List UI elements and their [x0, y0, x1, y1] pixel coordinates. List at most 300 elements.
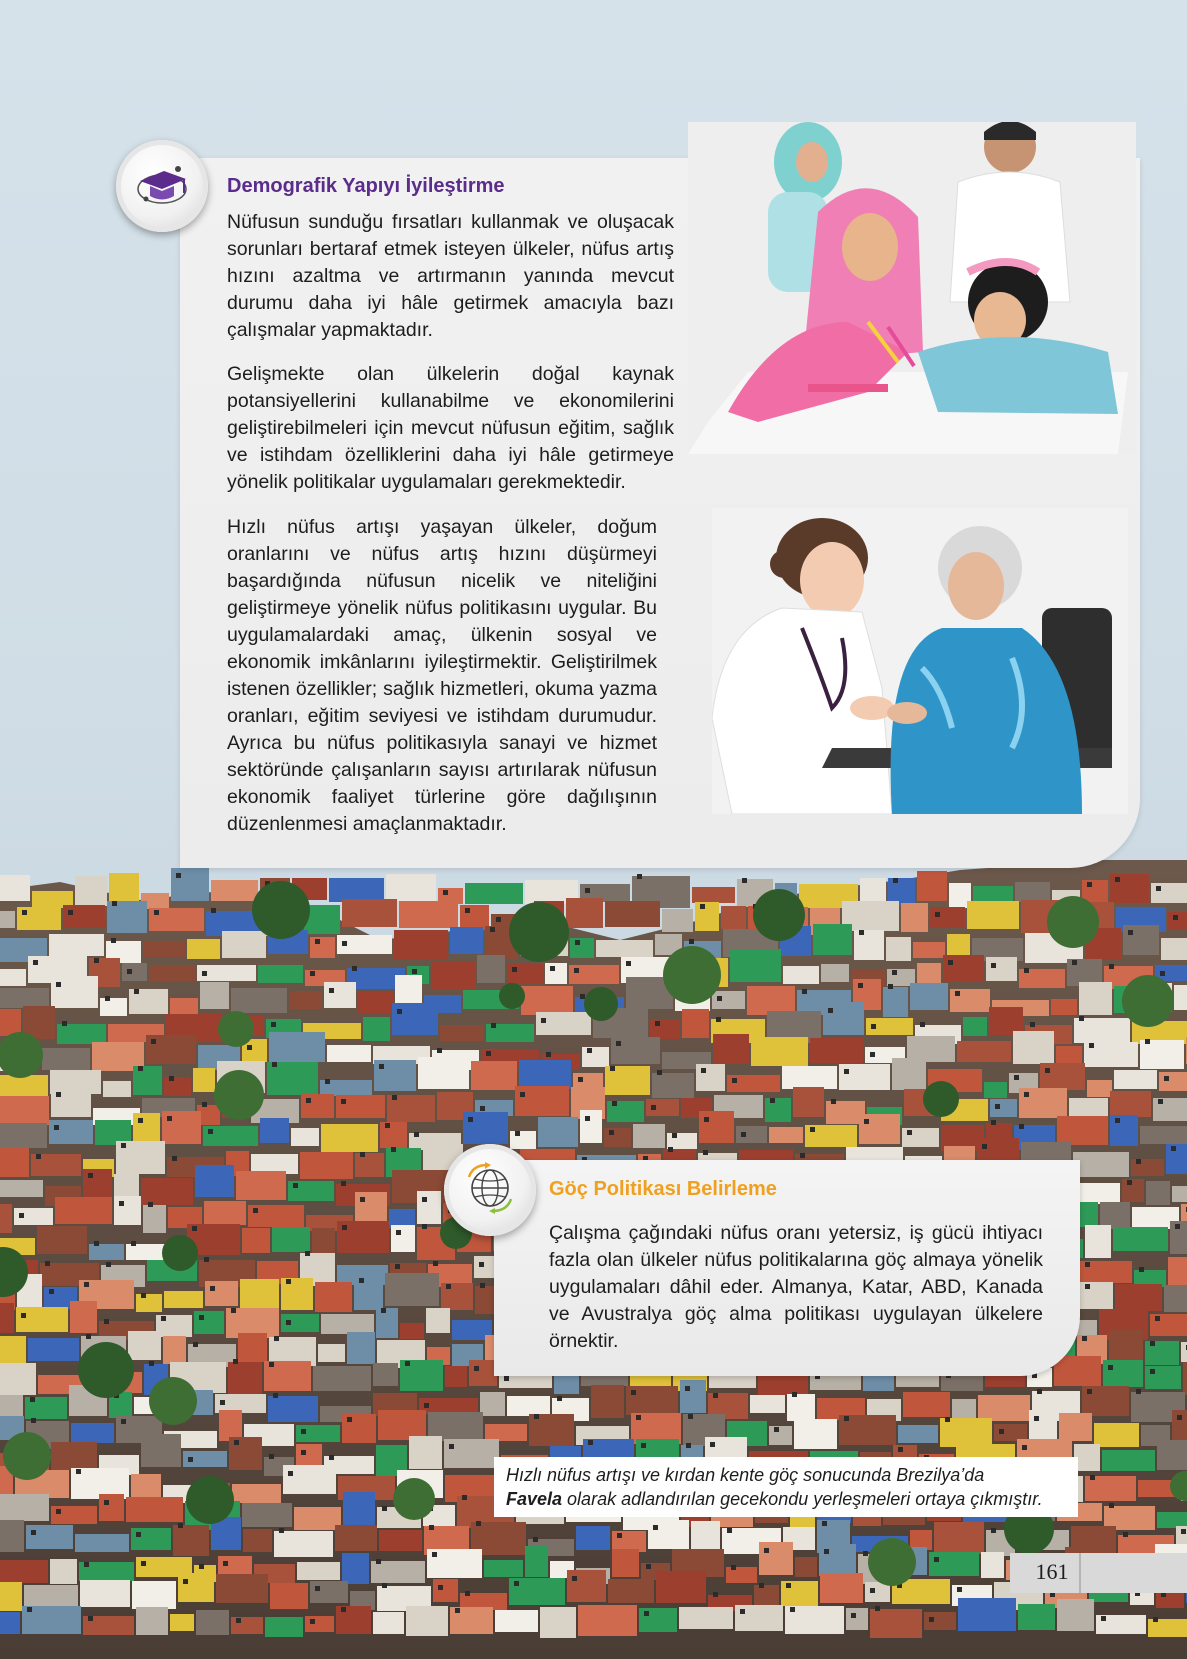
window-shape [578, 1077, 583, 1082]
window-shape [1145, 1039, 1150, 1044]
window-shape [192, 1226, 197, 1231]
window-shape [716, 1017, 721, 1022]
house-shape [433, 1579, 458, 1602]
window-shape [863, 1551, 868, 1556]
house-shape [582, 1047, 609, 1067]
house-shape [342, 1553, 369, 1584]
window-shape [1087, 882, 1092, 887]
house-shape [510, 1131, 536, 1149]
house-shape [471, 1061, 517, 1090]
window-shape [636, 1415, 641, 1420]
window-shape [424, 1403, 429, 1408]
house-shape [596, 940, 653, 957]
house-shape [16, 1307, 68, 1332]
window-shape [920, 1022, 925, 1027]
house-shape [131, 1474, 161, 1499]
window-shape [119, 1201, 124, 1206]
window-shape [468, 1117, 473, 1122]
window-shape [30, 1397, 35, 1402]
window-shape [655, 1021, 660, 1026]
window-shape [1082, 1336, 1087, 1341]
window-shape [1177, 1415, 1182, 1420]
house-shape [315, 1282, 352, 1312]
tree-shape [923, 1081, 959, 1117]
window-shape [220, 1400, 225, 1405]
window-shape [433, 1261, 438, 1266]
tree-shape [252, 881, 310, 939]
window-shape [422, 1224, 427, 1229]
window-shape [651, 1105, 656, 1110]
window-shape [1115, 877, 1120, 882]
window-shape [19, 1213, 24, 1218]
window-shape [136, 1532, 141, 1537]
window-shape [1150, 1341, 1155, 1346]
window-shape [121, 1143, 126, 1148]
house-shape [1159, 1072, 1187, 1091]
house-shape [385, 1273, 439, 1306]
house-shape [1146, 1181, 1170, 1205]
house-shape [943, 955, 984, 982]
window-shape [1087, 1389, 1092, 1394]
house-shape [126, 1497, 183, 1522]
section-title: Demografik Yapıyı İyileştirme [227, 175, 505, 197]
house-shape [839, 1064, 890, 1090]
window-shape [405, 1361, 410, 1366]
house-shape [989, 1007, 1023, 1035]
window-shape [534, 1414, 539, 1419]
window-shape [479, 1262, 484, 1267]
house-shape [963, 1017, 987, 1036]
window-shape [898, 1447, 903, 1452]
house-shape [394, 930, 448, 959]
house-shape [355, 1192, 387, 1225]
window-shape [247, 1045, 252, 1050]
window-shape [1109, 1503, 1114, 1508]
window-shape [641, 1443, 646, 1448]
house-shape [310, 1581, 348, 1603]
window-shape [741, 1132, 746, 1137]
house-shape [940, 1418, 992, 1447]
house-shape [0, 875, 30, 901]
window-shape [45, 1261, 50, 1266]
house-shape [355, 1153, 384, 1177]
window-shape [740, 1609, 745, 1614]
house-shape [819, 1544, 856, 1576]
house-shape [270, 1583, 308, 1609]
window-shape [385, 1123, 390, 1128]
house-shape [204, 1201, 246, 1225]
window-shape [286, 1320, 291, 1325]
window-shape [774, 1427, 779, 1432]
window-shape [141, 1561, 146, 1566]
house-shape [83, 1169, 112, 1199]
paragraph: Hızlı nüfus artışı yaşayan ülkeler, doğum oranlarını ve nüfus artış hızını düşürmeyi başardığında nüfusun nicelik ve niteliğini geliştirmeye yönelik nüfus politikasını uygular. Bu uygulamalardaki amaç, ülkenin sosyal ve ekonomik imkânlarını iyileştirmektir. Geliştirilmek istenen özellikler; sağlık hizmetleri, okuma yazma oranları, eğitim seviyesi ve istihdam durumudur. Ayrıca bu nüfus politikasıyla sanayi ve hizmet sektöründe çalışanların sayısı artırılarak nüfusun ekonomik faaliyet türlerine göre dağılışının düzenlenmesi amaçlanmaktadır. [227, 516, 657, 835]
house-shape [417, 1191, 441, 1224]
window-shape [188, 1457, 193, 1462]
house-shape [136, 1294, 162, 1312]
tree-shape [218, 1011, 254, 1047]
window-shape [713, 1592, 718, 1597]
window-shape [269, 1362, 274, 1367]
house-shape [794, 1419, 837, 1449]
window-shape [210, 1286, 215, 1291]
house-shape [440, 1025, 484, 1041]
photo-caption [494, 1457, 1078, 1517]
window-shape [202, 1102, 207, 1107]
house-shape [1122, 1179, 1144, 1202]
house-shape [973, 886, 1013, 902]
house-shape [0, 911, 15, 928]
section-badge [444, 1144, 536, 1236]
window-shape [786, 1583, 791, 1588]
house-shape [1080, 1282, 1113, 1309]
window-shape [167, 1116, 172, 1121]
house-shape [612, 1549, 639, 1577]
tree-shape [214, 1070, 264, 1120]
house-shape [1110, 1091, 1151, 1117]
house-shape [463, 1112, 508, 1144]
house-shape [327, 1045, 371, 1062]
window-shape [859, 930, 864, 935]
window-shape [612, 1101, 617, 1106]
window-shape [76, 1469, 81, 1474]
window-shape [474, 1366, 479, 1371]
window-shape [514, 1581, 519, 1586]
window-shape [1136, 1159, 1141, 1164]
window-shape [62, 1021, 67, 1026]
house-shape [605, 901, 660, 927]
window-shape [626, 961, 631, 966]
tree-shape [1047, 896, 1099, 948]
house-shape [480, 1392, 505, 1416]
house-shape [538, 1117, 578, 1147]
house-shape [300, 1152, 353, 1179]
window-shape [828, 1008, 833, 1013]
house-shape [229, 1437, 262, 1470]
window-shape [56, 1092, 61, 1097]
window-shape [342, 1225, 347, 1230]
house-shape [735, 1605, 783, 1631]
house-shape [143, 942, 185, 958]
house-shape [297, 1562, 340, 1580]
house-shape [399, 901, 458, 928]
house-shape [0, 1560, 48, 1583]
house-shape [633, 1124, 665, 1148]
house-shape [265, 1617, 303, 1637]
caption-term: Favela [506, 1489, 563, 1509]
window-shape [1024, 1092, 1029, 1097]
house-shape [570, 938, 594, 958]
house-shape [751, 1037, 808, 1066]
window-shape [27, 1607, 32, 1612]
house-shape [109, 873, 139, 901]
house-shape [289, 991, 322, 1009]
house-shape [981, 1552, 1004, 1578]
house-shape [205, 1281, 238, 1306]
house-shape [958, 1598, 1016, 1631]
window-shape [727, 1528, 732, 1533]
window-shape [121, 1419, 126, 1424]
tree-shape [753, 889, 805, 941]
window-shape [465, 1591, 470, 1596]
house-shape [0, 1612, 20, 1634]
window-shape [588, 1440, 593, 1445]
house-shape [883, 987, 908, 1017]
house-shape [929, 1552, 979, 1576]
house-shape [363, 1017, 390, 1041]
house-shape [1056, 1046, 1082, 1065]
window-shape [1128, 930, 1133, 935]
window-shape [204, 1257, 209, 1262]
house-shape [682, 1009, 709, 1038]
house-shape [164, 1291, 203, 1308]
window-shape [272, 1062, 277, 1067]
window-shape [991, 1528, 996, 1533]
window-shape [704, 1117, 709, 1122]
window-shape [657, 1070, 662, 1075]
window-shape [802, 989, 807, 994]
house-shape [321, 1314, 374, 1334]
window-shape [360, 1197, 365, 1202]
window-shape [585, 1116, 590, 1121]
house-shape [114, 1174, 139, 1198]
window-shape [999, 1429, 1004, 1434]
window-shape [948, 960, 953, 965]
house-shape [318, 1344, 345, 1362]
house-shape [604, 1128, 631, 1147]
house-shape [750, 1395, 785, 1413]
house-shape [859, 1114, 900, 1144]
window-shape [713, 1393, 718, 1398]
house-shape [281, 1278, 313, 1310]
house-shape [392, 1003, 438, 1035]
house-shape [769, 1426, 792, 1445]
house-shape [373, 1612, 404, 1634]
window-shape [1079, 1016, 1084, 1021]
house-shape [930, 907, 965, 928]
section-title: Göç Politikası Belirleme [549, 1178, 777, 1200]
house-shape [917, 871, 947, 901]
window-shape [104, 1500, 109, 1505]
window-shape [496, 917, 501, 922]
house-shape [759, 1542, 793, 1575]
house-shape [178, 1573, 214, 1602]
house-shape [426, 1308, 450, 1333]
page-number: 161 [1035, 1559, 1069, 1584]
window-shape [557, 1396, 562, 1401]
window-shape [112, 901, 117, 906]
window-shape [301, 1450, 306, 1455]
window-shape [329, 1455, 334, 1460]
house-shape [903, 1392, 950, 1417]
house-shape [569, 965, 619, 984]
window-shape [550, 966, 555, 971]
window-shape [183, 1579, 188, 1584]
house-shape [696, 1064, 725, 1091]
window-shape [134, 989, 139, 994]
house-shape [990, 1099, 1017, 1117]
window-shape [831, 1099, 836, 1104]
house-shape [1157, 1512, 1187, 1528]
house-shape [727, 1075, 780, 1092]
house-shape [1085, 1225, 1111, 1258]
window-shape [731, 1565, 736, 1570]
window-shape [379, 1064, 384, 1069]
window-shape [446, 1284, 451, 1289]
house-shape [371, 1561, 425, 1583]
window-shape [1085, 1284, 1090, 1289]
house-shape [200, 982, 229, 1009]
window-shape [701, 1068, 706, 1073]
window-shape [84, 1282, 89, 1287]
window-shape [490, 927, 495, 932]
window-shape [465, 908, 470, 913]
house-shape [758, 1374, 808, 1395]
house-shape [1113, 1227, 1168, 1251]
window-shape [414, 1132, 419, 1137]
house-shape [141, 1434, 181, 1467]
house-shape [0, 1582, 22, 1611]
house-shape [545, 963, 567, 984]
house-shape [136, 1607, 168, 1635]
house-shape [823, 1002, 864, 1035]
window-shape [31, 1418, 36, 1423]
house-shape [49, 934, 104, 956]
house-shape [164, 1077, 191, 1096]
house-shape [1157, 1440, 1187, 1470]
house-shape [75, 1534, 129, 1552]
house-shape [1156, 1592, 1184, 1608]
window-shape [49, 1289, 54, 1294]
family-photo [688, 122, 1136, 454]
house-shape [986, 957, 1017, 981]
house-shape [216, 1574, 268, 1603]
house-shape [913, 942, 945, 958]
window-shape [732, 1078, 737, 1083]
house-shape [495, 1610, 538, 1632]
window-shape [310, 971, 315, 976]
window-shape [533, 1537, 538, 1542]
window-shape [437, 1048, 442, 1053]
window-shape [995, 1104, 1000, 1109]
window-shape [382, 1506, 387, 1511]
window-shape [381, 1308, 386, 1313]
house-shape [0, 1096, 49, 1125]
house-shape [1073, 1152, 1129, 1177]
house-shape [63, 905, 105, 928]
house-shape [747, 986, 795, 1015]
window-shape [759, 1583, 764, 1588]
house-shape [769, 1127, 803, 1143]
house-shape [236, 1171, 286, 1200]
window-shape [301, 1429, 306, 1434]
house-shape [1114, 1070, 1157, 1089]
window-shape [631, 1390, 636, 1395]
window-shape [391, 1147, 396, 1152]
house-shape [0, 969, 26, 986]
window-shape [858, 983, 863, 988]
house-shape [441, 1283, 473, 1310]
window-shape [1123, 1532, 1128, 1537]
house-shape [1059, 1413, 1092, 1441]
window-shape [617, 1533, 622, 1538]
window-shape [341, 1181, 346, 1186]
window-shape [151, 1039, 156, 1044]
window-shape [871, 1024, 876, 1029]
window-shape [33, 960, 38, 965]
house-shape [813, 924, 852, 955]
window-shape [422, 1197, 427, 1202]
house-shape [898, 1425, 938, 1443]
nurse-photo [712, 508, 1128, 814]
window-shape [236, 1618, 241, 1623]
house-shape [854, 930, 884, 960]
house-shape [232, 1484, 281, 1503]
house-shape [193, 1068, 215, 1092]
house-shape [656, 1571, 706, 1603]
tree-shape [3, 1432, 51, 1480]
house-shape [70, 1301, 97, 1333]
window-shape [1173, 915, 1178, 920]
house-shape [163, 1336, 186, 1364]
house-shape [376, 1308, 398, 1338]
window-shape [1156, 886, 1161, 891]
window-shape [1150, 1369, 1155, 1374]
house-shape [566, 898, 603, 928]
house-shape [194, 1311, 224, 1334]
window-shape [1109, 964, 1114, 969]
window-shape [810, 1127, 815, 1132]
house-shape [42, 1048, 90, 1070]
house-shape [260, 1118, 289, 1143]
house-shape [57, 1024, 106, 1044]
window-shape [396, 1230, 401, 1235]
window-shape [94, 1241, 99, 1246]
house-shape [100, 998, 127, 1016]
house-shape [103, 1081, 131, 1097]
house-shape [820, 1573, 863, 1603]
window-shape [36, 1154, 41, 1159]
house-shape [730, 949, 781, 982]
house-shape [0, 1303, 14, 1333]
window-shape [68, 910, 73, 915]
house-shape [228, 1362, 262, 1395]
house-shape [1140, 1126, 1187, 1144]
window-shape [1160, 971, 1165, 976]
house-shape [901, 903, 928, 932]
caption-text: Hızlı nüfus artışı ve kırdan kente göç sonucunda Brezilya’da [506, 1465, 985, 1485]
window-shape [1136, 1389, 1141, 1394]
window-shape [141, 1293, 146, 1298]
window-shape [56, 982, 61, 987]
house-shape [1161, 938, 1187, 960]
window-shape [982, 1144, 987, 1149]
house-shape [380, 1122, 407, 1148]
house-shape [243, 1529, 272, 1552]
window-shape [688, 1414, 693, 1419]
house-shape [846, 1608, 868, 1630]
window-shape [111, 938, 116, 943]
house-shape [1029, 1410, 1057, 1440]
window-shape [104, 1319, 109, 1324]
window-shape [310, 1619, 315, 1624]
house-shape [646, 1099, 679, 1116]
house-shape [268, 1396, 318, 1422]
house-shape [219, 1410, 242, 1441]
house-shape [1057, 1116, 1108, 1145]
window-shape [580, 994, 585, 999]
paragraph: Çalışma çağındaki nüfus oranı yetersiz, iş gücü ihtiyacı fazla olan ülkeler nüfus politikalarına göç almaya yönelik uygulamaları dâhil eder. Almanya, Katar, ABD, Kanada ve Avustralya göç alma politikası uygulayan ülkelere örnektir. [549, 1222, 1043, 1352]
